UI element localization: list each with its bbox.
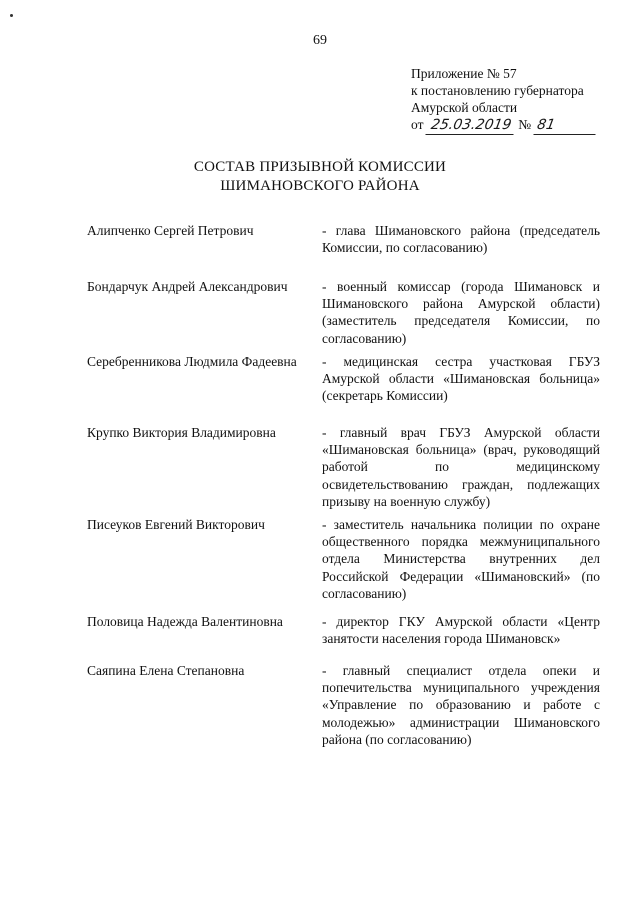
member-role: - военный комиссар (города Шимановск и Шимановского района Амурской области) (заместитель председателя Комиссии, по согласованию): [322, 279, 600, 346]
member-name: Алипченко Сергей Петрович: [87, 223, 254, 238]
margin-mark: [10, 14, 13, 17]
appendix-line-1: Приложение № 57: [411, 66, 517, 81]
handwritten-number: 81: [533, 117, 598, 135]
member-name: Половица Надежда Валентиновна: [87, 614, 283, 629]
appendix-block: [411, 65, 631, 135]
member-name: Серебренникова Людмила Фадеевна: [87, 354, 297, 369]
member-role: - директор ГКУ Амурской области «Центр занятости населения города Шимановск»: [322, 614, 600, 647]
page-number: 69: [313, 33, 327, 48]
title-line-1: СОСТАВ ПРИЗЫВНОЙ КОМИССИИ: [193, 159, 447, 175]
member-role: - главный врач ГБУЗ Амурской области «Шимановская больница» (врач, руководящий работой по медицинскому освидетельствованию граждан, подлежащих призыву на военную службу): [322, 425, 600, 509]
member-name: Саяпина Елена Степановна: [87, 663, 245, 678]
member-name: Бондарчук Андрей Александрович: [87, 279, 288, 294]
handwritten-date: 25.03.2019: [425, 117, 516, 135]
title-line-2: ШИМАНОВСКОГО РАЙОНА: [220, 178, 420, 194]
member-name: Крупко Виктория Владимировна: [87, 425, 276, 440]
member-role: - медицинская сестра участковая ГБУЗ Амурской области «Шимановская больница» (секретарь Комиссии): [322, 354, 600, 404]
appendix-line-2: к постановлению губернатора: [411, 83, 584, 98]
appendix-line-3: Амурской области: [411, 100, 518, 115]
appendix-date-line: [411, 116, 631, 135]
number-label: №: [518, 117, 532, 132]
from-label: от: [411, 117, 424, 132]
document-title: [0, 158, 640, 196]
member-name: Писеуков Евгений Викторович: [87, 517, 265, 532]
member-role: - главный специалист отдела опеки и попечительства муниципального учреждения «Управление по образованию и работе с молодежью» администрации Шимановского района (по согласованию): [322, 663, 600, 747]
member-role: - глава Шимановского района (председатель Комиссии, по согласованию): [322, 223, 600, 256]
member-role: - заместитель начальника полиции по охране общественного порядка межмуниципального отдела Министерства внутренних дел Российской Федерации «Шимановский» (по согласованию): [322, 517, 600, 601]
